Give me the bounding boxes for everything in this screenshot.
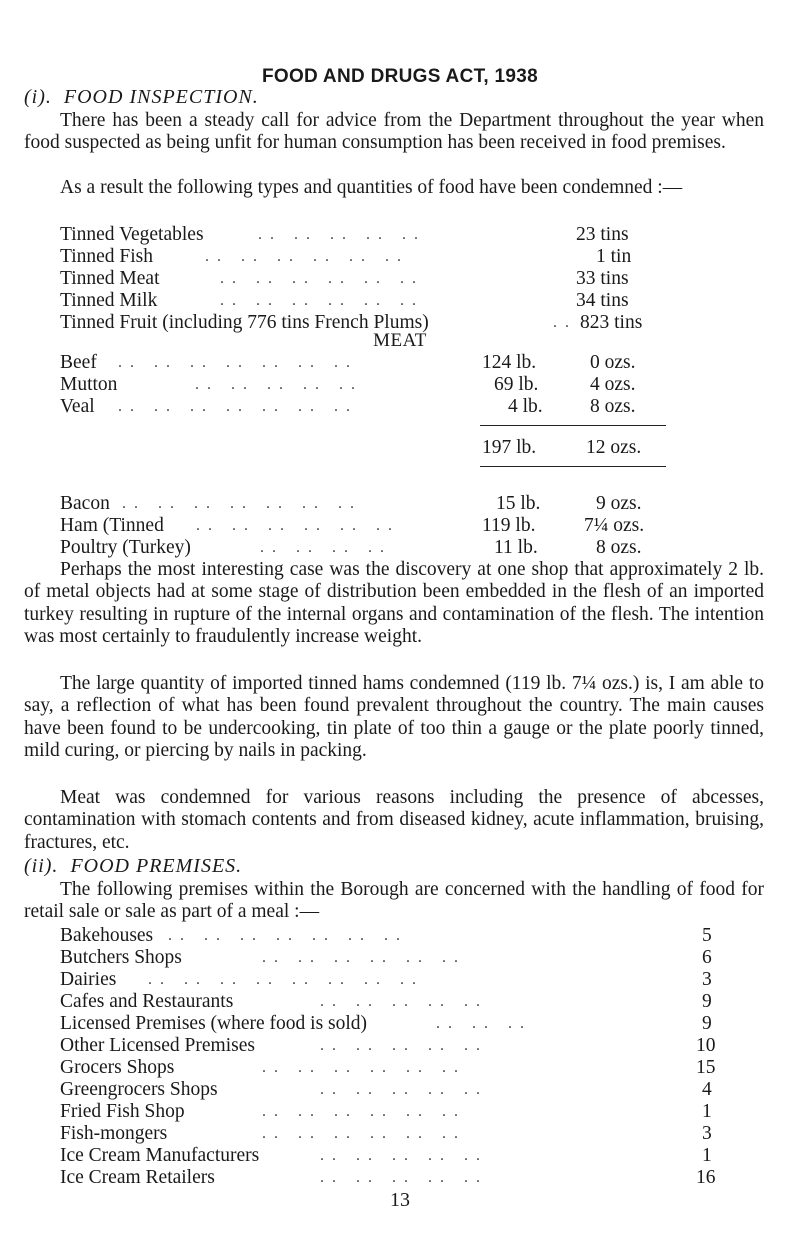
premises-paragraph	[24, 879, 764, 924]
turkey-paragraph	[24, 559, 764, 649]
leader-dots: . . . . . . . . . . . . . .	[118, 398, 352, 415]
ounces: 7¼ ozs.	[584, 515, 645, 536]
list-item: Tinned Fish	[60, 246, 154, 267]
intro-paragraph	[24, 110, 764, 155]
list-item: Greengrocers Shops	[60, 1079, 218, 1100]
count: 10	[696, 1035, 716, 1056]
leader-dots: . . . . . . . . . . . .	[262, 1103, 460, 1120]
pounds: 124 lb.	[482, 352, 537, 373]
ounces: 9 ozs.	[596, 493, 642, 514]
page-heading: FOOD AND DRUGS ACT, 1938	[261, 66, 539, 87]
leader-dots: . . . . . . . . . . . .	[262, 1125, 460, 1142]
count: 1	[702, 1101, 712, 1122]
list-item: Poultry (Turkey)	[60, 537, 191, 558]
section-food-inspection-title	[24, 86, 259, 109]
quantity: 34 tins	[576, 290, 629, 311]
list-item: Butchers Shops	[60, 947, 182, 968]
leader-dots: . . . . . . . . . . . . . .	[118, 354, 352, 371]
ounces: 8 ozs.	[590, 396, 636, 417]
count: 9	[702, 1013, 712, 1034]
total-rule-bottom	[480, 466, 666, 467]
ounces: 8 ozs.	[596, 537, 642, 558]
list-item: Ice Cream Retailers	[60, 1167, 215, 1188]
leader-dots: . .	[553, 314, 571, 331]
count: 3	[702, 1123, 712, 1144]
list-item: Bakehouses	[60, 925, 154, 946]
section-title-text: FOOD PREMISES.	[70, 855, 243, 877]
list-item: Tinned Meat	[60, 268, 160, 289]
list-item: Bacon	[60, 493, 110, 514]
ounces: 0 ozs.	[590, 352, 636, 373]
leader-dots: . . . . . .	[436, 1015, 526, 1032]
quantity: 33 tins	[576, 268, 629, 289]
leader-dots: . . . . . . . . . . . .	[262, 949, 460, 966]
section-title-text: FOOD INSPECTION.	[63, 86, 259, 108]
list-item: Tinned Vegetables	[60, 224, 204, 245]
leader-dots: . . . . . . . . . .	[320, 1147, 482, 1164]
count: 4	[702, 1079, 712, 1100]
meat-heading: MEAT	[373, 330, 427, 351]
intro-text: There has been a steady call for advice from the Department throughout the year when food suspected as being unfit for human consumption has been received in food premises.	[24, 110, 764, 154]
list-item: Veal	[60, 396, 95, 417]
list-item: Fish-mongers	[60, 1123, 168, 1144]
list-item: Cafes and Restaurants	[60, 991, 234, 1012]
page-number: 13	[390, 1189, 410, 1211]
count: 5	[702, 925, 712, 946]
section-food-premises-title	[24, 855, 242, 878]
leader-dots: . . . . . . . .	[260, 539, 386, 556]
list-item: Grocers Shops	[60, 1057, 175, 1078]
leader-dots: . . . . . . . . . .	[195, 376, 357, 393]
count: 15	[696, 1057, 716, 1078]
total-ounces: 12 ozs.	[586, 437, 642, 458]
leader-dots: . . . . . . . . . .	[320, 1081, 482, 1098]
list-item: Tinned Milk	[60, 290, 158, 311]
leader-dots: . . . . . . . . . . . .	[262, 1059, 460, 1076]
list-item: Tinned Fruit (including 776 tins French Plums)	[60, 312, 429, 333]
total-rule-top	[480, 425, 666, 426]
section-number: (ii).	[24, 855, 59, 877]
pounds: 11 lb.	[494, 537, 538, 558]
condemned-text: As a result the following types and quantities of food have been condemned :—	[60, 177, 683, 198]
leader-dots: . . . . . . . . . . . .	[220, 292, 418, 309]
list-item: Beef	[60, 352, 97, 373]
leader-dots: . . . . . . . . . . . .	[205, 248, 403, 265]
quantity: 1 tin	[596, 246, 632, 267]
leader-dots: . . . . . . . . . .	[258, 226, 420, 243]
pounds: 69 lb.	[494, 374, 539, 395]
leader-dots: . . . . . . . . . .	[320, 1037, 482, 1054]
meat-condemned-text: Meat was condemned for various reasons including the presence of abcesses, contamination with stomach contents and from diseased kidney, acute inflammation, bruising, fractures, etc.	[24, 787, 764, 853]
pounds: 119 lb.	[482, 515, 536, 536]
condemned-paragraph	[24, 177, 764, 199]
pounds: 4 lb.	[508, 396, 543, 417]
section-number: (i).	[24, 86, 52, 108]
leader-dots: . . . . . . . . . .	[320, 993, 482, 1010]
ham-paragraph	[24, 673, 764, 763]
list-item: Mutton	[60, 374, 118, 395]
count: 9	[702, 991, 712, 1012]
list-item: Licensed Premises (where food is sold)	[60, 1013, 368, 1034]
total-pounds: 197 lb.	[482, 437, 537, 458]
meat-condemned-paragraph	[24, 787, 764, 854]
leader-dots: . . . . . . . . . . . . . .	[168, 927, 402, 944]
leader-dots: . . . . . . . . . .	[320, 1169, 482, 1186]
count: 16	[696, 1167, 716, 1188]
premises-text: The following premises within the Borough are concerned with the handling of food for retail sale or sale as part of a meal :—	[24, 879, 764, 923]
list-item: Fried Fish Shop	[60, 1101, 185, 1122]
list-item: Other Licensed Premises	[60, 1035, 255, 1056]
ounces: 4 ozs.	[590, 374, 636, 395]
leader-dots: . . . . . . . . . . . .	[196, 517, 394, 534]
turkey-text: Perhaps the most interesting case was the discovery at one shop that approximately 2 lb. of metal objects had at some stage of distribution been embedded in the flesh of an imported turkey resulting in rupture of the internal organs and contamination of the flesh. The intention was most certainly to fraudulently increase weight.	[24, 559, 764, 648]
quantity: 23 tins	[576, 224, 629, 245]
leader-dots: . . . . . . . . . . . . . . . .	[148, 971, 418, 988]
count: 3	[702, 969, 712, 990]
list-item: Ice Cream Manufacturers	[60, 1145, 260, 1166]
pounds: 15 lb.	[496, 493, 541, 514]
ham-text: The large quantity of imported tinned hams condemned (119 lb. 7¼ ozs.) is, I am able to say, a reflection of what has been found prevalent throughout the country. The main causes have been found to be undercooking, tin plate of too thin a gauge or the plate poorly tinned, mild curing, or piercing by nails in packing.	[24, 673, 764, 762]
leader-dots: . . . . . . . . . . . . . .	[122, 495, 356, 512]
count: 1	[702, 1145, 712, 1166]
quantity: 823 tins	[580, 312, 643, 333]
count: 6	[702, 947, 712, 968]
list-item: Dairies	[60, 969, 117, 990]
leader-dots: . . . . . . . . . . . .	[220, 270, 418, 287]
list-item: Ham (Tinned	[60, 515, 164, 536]
